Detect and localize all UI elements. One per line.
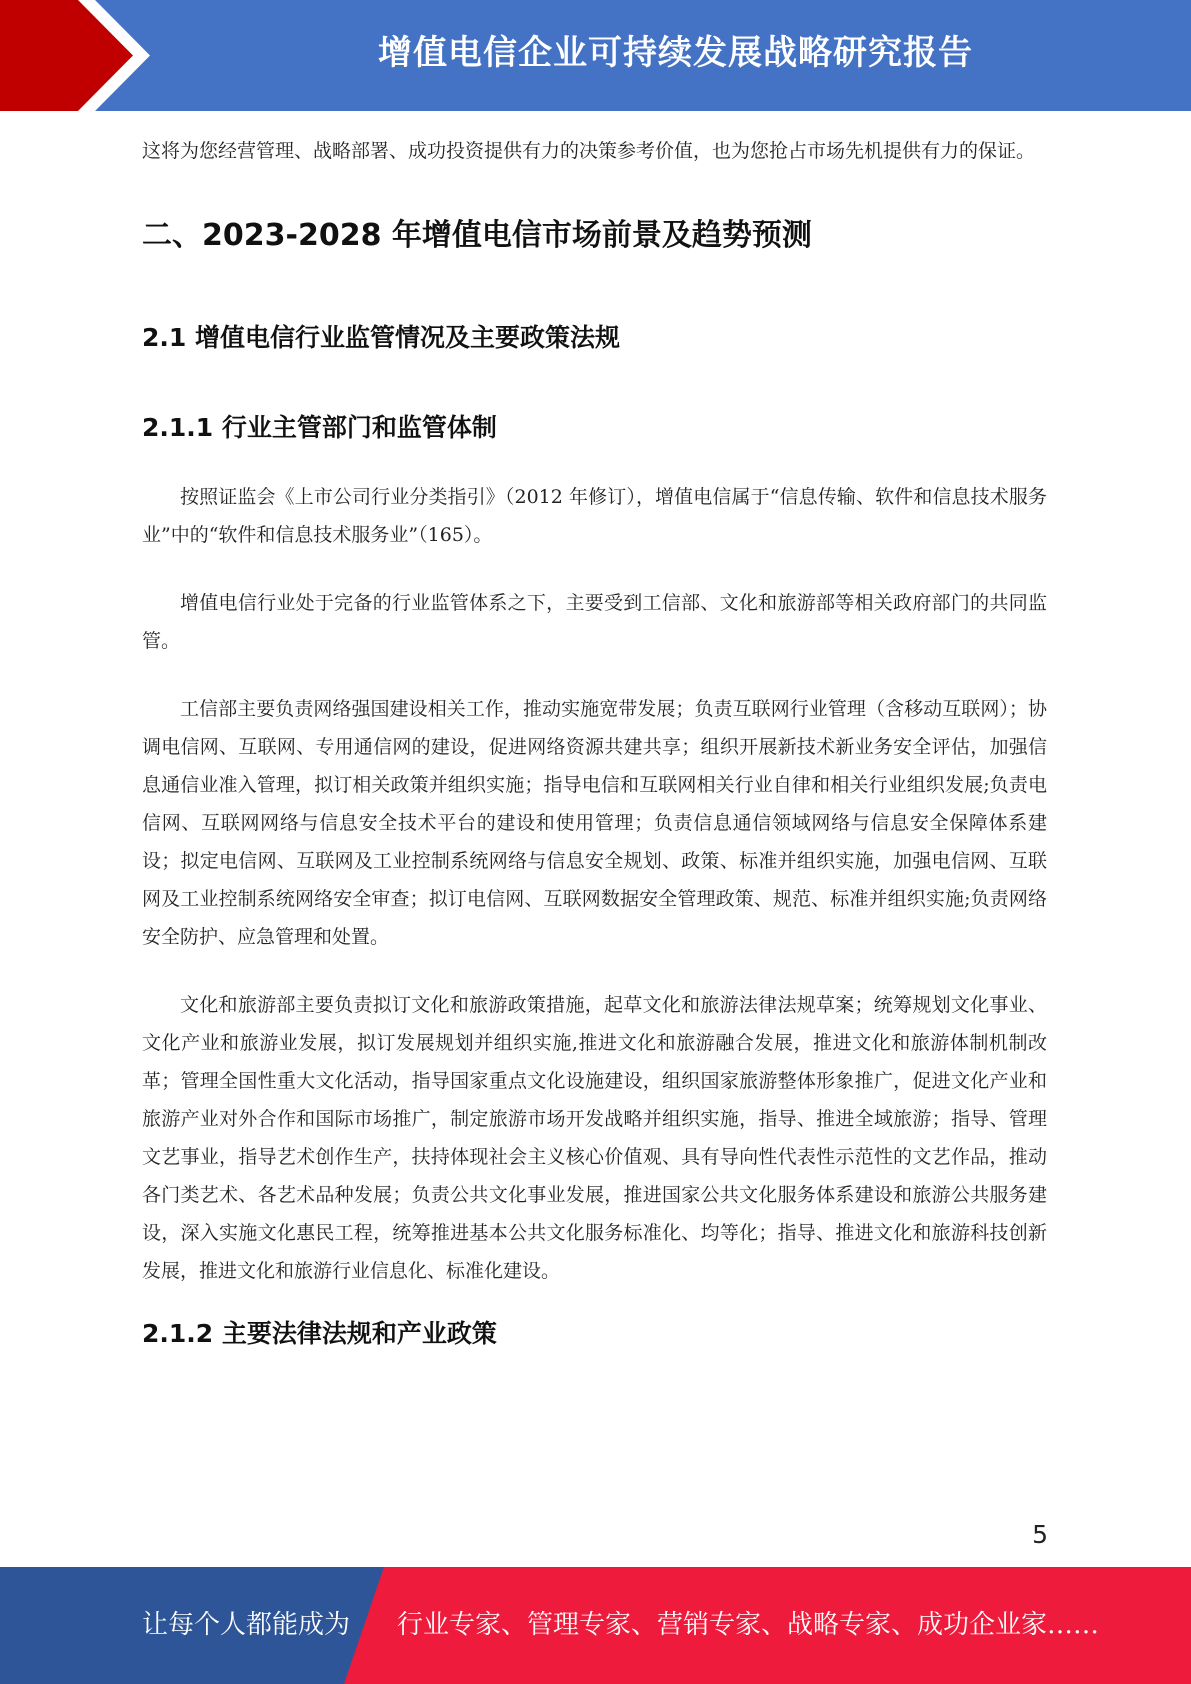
page-number: 5 [1032,1520,1048,1549]
footer-slogan-left: 让每个人都能成为 [142,1610,351,1640]
page-footer [0,1567,1191,1684]
subsubsection-heading-2: 2.1.2 主要法律法规和产业政策 [142,1319,497,1348]
page-header [0,0,1191,111]
body-paragraph: 按照证监会《上市公司行业分类指引》（2012 年修订），增值电信属于“信息传输、软件和信息技术服务业”中的“软件和信息技术服务业”（165）。 [142,486,1047,546]
body-paragraph: 工信部主要负责网络强国建设相关工作，推动实施宽带发展；负责互联网行业管理（含移动互联网）；协调电信网、互联网、专用通信网的建设，促进网络资源共建共享；组织开展新技术新业务安全评估，加强信息通信业准入管理，拟订相关政策并组织实施；指导电信和互联网相关行业自律和相关行业组织发展;负责电信网、互联网网络与信息安全技术平台的建设和使用管理；负责信息通信领域网络与信息安全保障体系建设；拟定电信网、互联网及工业控制系统网络与信息安全规划、政策、标准并组织实施，加强电信网、互联网及工业控制系统网络安全审查；拟订电信网、互联网数据安全管理政策、规范、标准并组织实施;负责网络安全防护、应急管理和处置。 [142,698,1047,948]
body-paragraph: 增值电信行业处于完备的行业监管体系之下，主要受到工信部、文化和旅游部等相关政府部门的共同监管。 [142,592,1047,652]
intro-paragraph: 这将为您经营管理、战略部署、成功投资提供有力的决策参考价值，也为您抢占市场先机提供有力的保证。 [142,140,1036,162]
subsection-heading: 2.1 增值电信行业监管情况及主要政策法规 [142,323,620,352]
body-paragraph: 文化和旅游部主要负责拟订文化和旅游政策措施，起草文化和旅游法律法规草案；统筹规划文化事业、文化产业和旅游业发展，拟订发展规划并组织实施,推进文化和旅游融合发展，推进文化和旅游体制机制改革；管理全国性重大文化活动，指导国家重点文化设施建设，组织国家旅游整体形象推广，促进文化产业和旅游产业对外合作和国际市场推广，制定旅游市场开发战略并组织实施，指导、推进全域旅游；指导、管理文艺事业，指导艺术创作生产，扶持体现社会主义核心价值观、具有导向性代表性示范性的文艺作品，推动各门类艺术、各艺术品种发展；负责公共文化事业发展，推进国家公共文化服务体系建设和旅游公共服务建设，深入实施文化惠民工程，统筹推进基本公共文化服务标准化、均等化；指导、推进文化和旅游科技创新发展，推进文化和旅游行业信息化、标准化建设。 [142,994,1047,1282]
report-title: 增值电信企业可持续发展战略研究报告 [378,33,973,73]
footer-slogan-right: 行业专家、管理专家、营销专家、战略专家、成功企业家…… [397,1610,1100,1640]
subsubsection-heading-1: 2.1.1 行业主管部门和监管体制 [142,413,497,442]
section-heading: 二、2023-2028 年增值电信市场前景及趋势预测 [142,218,812,253]
page-content [142,132,1047,1352]
